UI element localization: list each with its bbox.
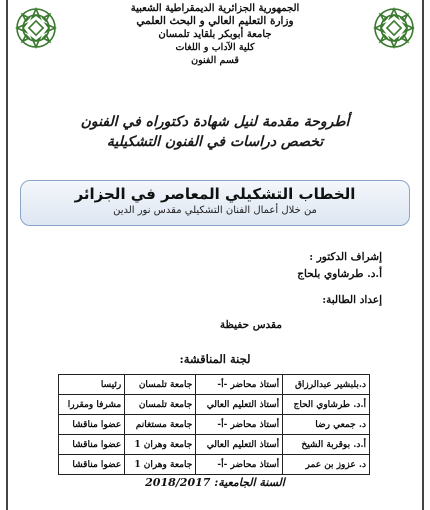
member-name: د. عزوز بن عمر [283, 455, 370, 475]
student-block [220, 292, 382, 334]
member-name: أ.د. طرشاوي الحاج [283, 395, 370, 415]
thesis-subtitle: من خلال أعمال الفنان التشكيلي مقدس نور الدين [113, 205, 317, 216]
member-rank: أستاذ التعليم العالي [196, 435, 283, 455]
table-row [59, 395, 370, 415]
thesis-title: الخطاب التشكيلي المعاصر في الجزائر [74, 185, 356, 203]
republic-name: الجمهورية الجزائرية الديمقراطية الشعبية [130, 3, 300, 14]
thesis-specialty-line: تخصص دراسات في الفنون التشكيلية [106, 134, 324, 150]
student-label: إعداد الطالبة: [322, 294, 382, 306]
table-row [59, 435, 370, 455]
university-emblem-icon [372, 6, 416, 50]
university-name: جامعة أبوبكر بلقايد تلمسان [158, 29, 272, 40]
member-role: عضوا مناقشا [59, 435, 125, 455]
member-rank: أستاذ التعليم العالي [196, 395, 283, 415]
table-row [59, 375, 370, 395]
faculty-name: كلية الآداب و اللغات [175, 42, 255, 53]
department-name: قسم الفنون [191, 55, 239, 66]
member-name: أ.د. بوقربة الشيخ [283, 435, 370, 455]
member-role: مشرفا ومقررا [59, 395, 125, 415]
thesis-title-box [20, 180, 410, 226]
thesis-degree-line: أطروحة مقدمة لنيل شهادة دكتوراه في الفنون [80, 114, 350, 130]
committee-title: لجنة المناقشة: [179, 352, 251, 366]
table-row [59, 415, 370, 435]
ministry-name: وزارة التعليم العالي و البحث العلمي [136, 15, 294, 27]
member-role: رئيسا [59, 375, 125, 395]
member-university: جامعة تلمسان [125, 375, 196, 395]
member-university: جامعة وهران 1 [125, 435, 196, 455]
member-rank: أستاذ محاضر -أ- [196, 375, 283, 395]
member-university: جامعة تلمسان [125, 395, 196, 415]
member-university: جامعة مستغانم [125, 415, 196, 435]
member-name: د. جمعي رضا [283, 415, 370, 435]
supervision-label: إشراف الدكتور : [309, 251, 382, 263]
member-university: جامعة وهران 1 [125, 455, 196, 475]
member-rank: أستاذ محاضر -أ- [196, 455, 283, 475]
member-role: عضوا مناقشا [59, 455, 125, 475]
university-emblem-icon [14, 6, 58, 50]
committee-table [58, 374, 370, 475]
table-row [59, 455, 370, 475]
supervision-block [297, 249, 382, 283]
member-name: د.بلبشير عبدالرزاق [283, 375, 370, 395]
member-role: عضوا مناقشا [59, 415, 125, 435]
supervisor-name: أ.د. طرشاوي بلحاج [297, 268, 382, 280]
member-rank: أستاذ محاضر -أ- [196, 415, 283, 435]
academic-year: السنة الجامعية: 2018/2017 [145, 476, 285, 489]
left-border-line [6, 0, 8, 510]
thesis-description [20, 112, 410, 152]
student-name: مقدس حفيظة [219, 319, 282, 331]
institution-header [60, 2, 370, 67]
right-border-line [422, 0, 424, 510]
